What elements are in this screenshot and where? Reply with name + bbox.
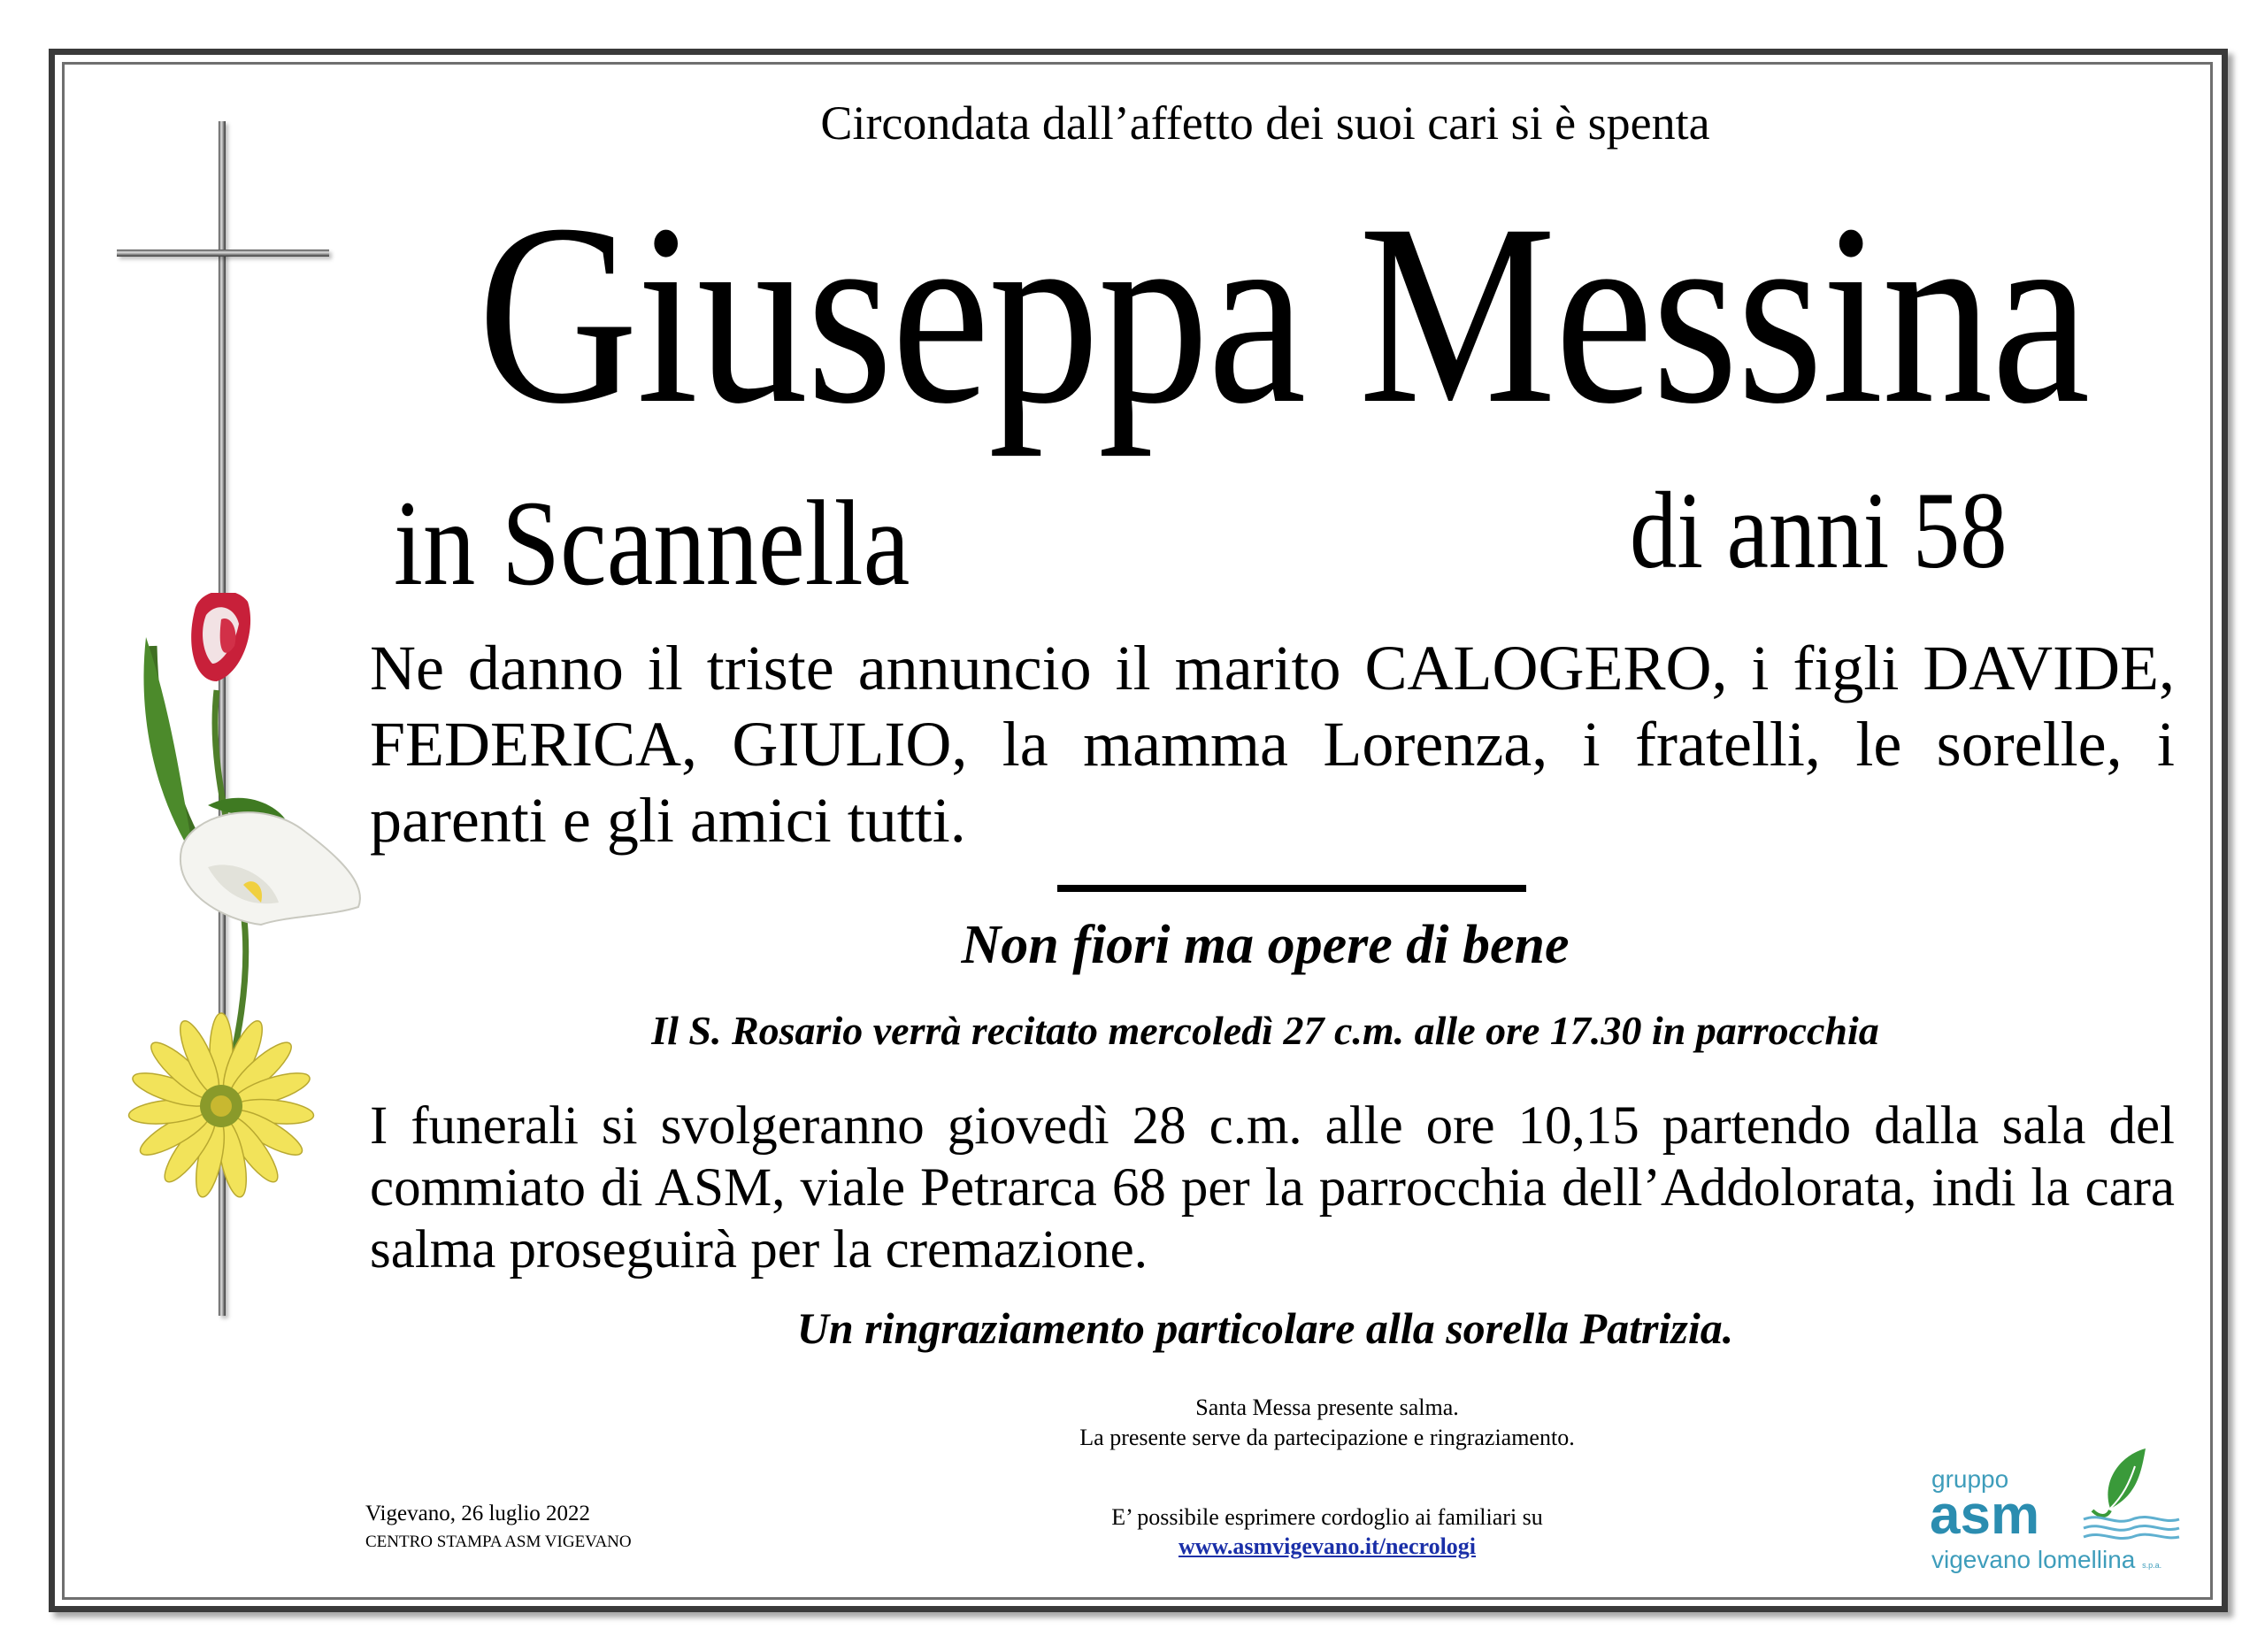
announcement-paragraph: Ne danno il triste annuncio il marito CALOGERO, i figli DAVIDE, FEDERICA, GIULIO, la mamma Lorenza, i fratelli, le sorelle, i parenti e gli amici tutti. bbox=[370, 633, 2175, 856]
logo-subtitle-text: vigevano lomellina bbox=[1931, 1546, 2136, 1573]
printer-credit: CENTRO STAMPA ASM VIGEVANO bbox=[365, 1533, 632, 1551]
daisy-icon bbox=[127, 1013, 315, 1199]
intro-line: Circondata dall’affetto dei suoi cari si è spenta bbox=[820, 96, 1710, 150]
condolences-link[interactable]: www.asmvigevano.it/necrologi bbox=[1178, 1533, 1477, 1559]
logo-asm: asm bbox=[1930, 1485, 2040, 1546]
participation-note: La presente serve da partecipazione e ringraziamento. bbox=[1079, 1425, 1575, 1450]
flowers-illustration bbox=[111, 593, 376, 1212]
no-flowers-line: Non fiori ma opere di bene bbox=[961, 915, 1570, 975]
asm-logo bbox=[1924, 1447, 2181, 1579]
deceased-age: di anni 58 bbox=[1630, 470, 2008, 591]
deceased-name: Giuseppa Messina bbox=[477, 172, 2089, 457]
logo-gruppo: gruppo bbox=[1931, 1465, 2009, 1493]
thanks-line: Un ringraziamento particolare alla sorella Patrizia. bbox=[796, 1303, 1734, 1353]
tulip-icon bbox=[191, 593, 250, 681]
logo-subtitle bbox=[1931, 1548, 2161, 1572]
divider-line bbox=[1057, 885, 1526, 892]
condolences-text: E’ possibile esprimere cordoglio ai familiari su bbox=[1111, 1504, 1543, 1530]
logo-suffix: s.p.a. bbox=[2142, 1561, 2162, 1570]
mass-note: Santa Messa presente salma. bbox=[1195, 1395, 1459, 1420]
married-name: in Scannella bbox=[394, 475, 910, 611]
leaf-wave-icon bbox=[2075, 1447, 2181, 1544]
rosary-line: Il S. Rosario verrà recitato mercoledì 27 c.m. alle ore 17.30 in parrocchia bbox=[651, 1008, 1879, 1053]
leaf-icon bbox=[143, 637, 195, 858]
funeral-paragraph: I funerali si svolgeranno giovedì 28 c.m. alle ore 10,15 partendo dalla sala del commiato di ASM, viale Petrarca 68 per la parrocchia dell’Addolorata, indi la cara salma proseguirà per la cremazione. bbox=[370, 1096, 2175, 1279]
cross-icon-horizontal bbox=[117, 250, 329, 257]
place-date: Vigevano, 26 luglio 2022 bbox=[365, 1502, 591, 1525]
calla-lily-icon bbox=[180, 812, 360, 925]
